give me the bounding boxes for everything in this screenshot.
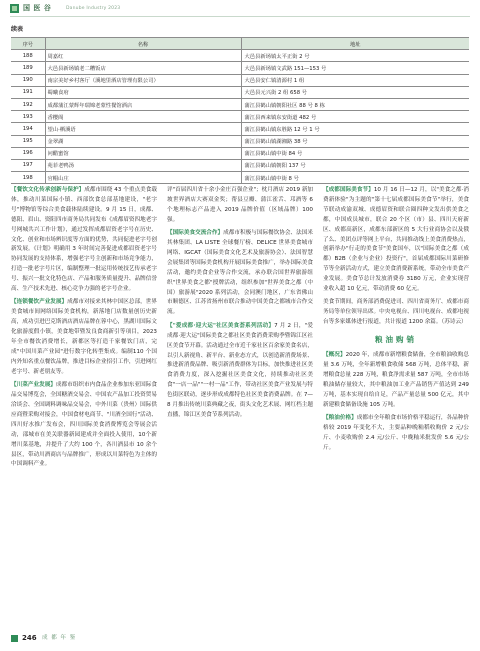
header-bar [10,2,470,15]
cell-address: 蒲江县鹤山镇中街 84 号 [241,147,469,159]
running-header [0,0,480,18]
cell-index: 192 [11,98,45,110]
cell-name: 大邑县新场镇老二糟饭店 [45,62,241,74]
header-divider [10,16,470,17]
table-row [11,74,469,86]
paragraph-heading: 【"爱成都·迎大运"社区美食荟系列活动】 [167,322,275,329]
section-title: 粮油购销 [375,335,417,345]
cell-index: 189 [11,62,45,74]
cell-address: 大邑县新场镇太平正街 2 号 [241,50,469,62]
cell-name: 苑菲老鸭汤 [45,159,241,171]
cell-index: 190 [11,74,45,86]
cell-index: 197 [11,159,45,171]
header-subtitle: Danube Industry 2023 [66,6,121,11]
paragraph [11,298,157,377]
cell-name: 蜀曦食府 [45,86,241,98]
cell-name: 问醋蜜馆 [45,147,241,159]
paragraph-heading: 【粮油价格】 [323,415,357,422]
cell-name: 官帽山庄 [45,172,241,184]
paragraph-text: 成都市组织市内食品企业参加东亚国际食品交易博览会，全国糖酒交易会、中国农产品加工投资贸易洽谈会、全国调料调味品交易会，中外川菜（贵州）国际供应商暨采购对接会，中国食材电商节、"川酒全国行"活动、四川好水推广发布会，四川国际美食消费博览会等展会活动，邵城市在美关联器新园建成并全面投入使用，10个新增川菜基地，并提升了大约 100 个，各川酒县市 10 余个县区，带动川酒商店与品牌推广，形成以川菜特色为主体的中国调料产业。 [11,382,157,468]
header-logo-inner-icon [12,6,17,11]
table-row [11,135,469,147]
paragraph [323,351,469,410]
cell-index: 195 [11,135,45,147]
page-footer [0,632,480,651]
cell-address: 蒲江县鹤山镇湖湘路 38 号 [241,135,469,147]
cell-address: 蒲江县鹤山镇东胜路 12 号 1 号 [241,123,469,135]
continued-label: 续表 [11,26,24,33]
footer-title: 成 都 年 鉴 [42,635,77,641]
cell-index: 191 [11,86,45,98]
column-header-address: 地址 [241,38,469,50]
cell-name: 成都蒲江蒙辉年瑞锦老蒙性餐馆酒店 [45,98,241,110]
footer-mark-icon [11,635,18,642]
paragraph [323,414,469,454]
table-row [11,98,469,110]
column-header-index: 序号 [11,38,45,50]
cell-name: 望山·栖溪语 [45,123,241,135]
cell-address: 大邑县安仁镇清源村 1 组 [241,74,469,86]
table-row [11,147,469,159]
table-row [11,86,469,98]
header-title: 国 医 谷 [23,4,52,12]
body-columns [11,186,469,626]
cell-index: 193 [11,111,45,123]
paragraph-heading: 【国际美食交流合作】 [167,230,224,237]
cell-index: 196 [11,147,45,159]
paragraph [323,298,469,328]
paragraph [11,186,157,295]
paragraph-text: 成都市围绕 43 个重点美食载体，推动川菜国际小镇、西部饮食总部基地建设，"老字号"博物馆等综合美食载体陆续建设。9 月 15 日，成都、德阳、眉山、资阳四市商务局共同发布《成都眉资四地老字号网城共兴工作计划》，通过发挥成都眉资老字号在历史、文化、创业和市场辨识度等方面的优势，共同促进老字号创新发展。《计划》明确用 3 年时间完善促进成都眉资老字号协同发展的支持体系，增强老字号主创新和市场竞争能力，打造一批老字号片区，编制整理一批运用传统技艺传承老字号、振兴一批文化特色店、产品和服务质量提升、品牌信誉高、生产技术先进、核心竞争力强的老字号企业。 [11,187,157,293]
cell-index: 188 [11,50,45,62]
paragraph [323,186,469,295]
paragraph [167,229,313,318]
paragraph-text: 成都市全年粮食市场价格平稳运行，各品种价格较 2019 年变化不大，主要品种晚籼稻收购价 2 元/公斤、小麦收购价 2.4 元/公斤、中晚籼米批发价 5.6 元/公斤。 [323,415,469,451]
cell-name: 香樱阁 [45,111,241,123]
cell-address: 大邑县新场镇文武路 151—153 号 [241,62,469,74]
paragraph-text: 成都市积极与国际餐饮协会、法国米其林集团、LA LISTE 全球餐厅榜、DELICE 世界美食城市网络、IGCAT（国际美食文化艺术及旅游协会）、法国智慧会展集团等国际美食机构开展国际美食推广，举办国际美食活动，邀约美食企业等合作交流，承办联合国世界旅游组织"世界美食之都"授牌活动，组织参加"世界美食之都（中国）旅游展"2020 系列活动，会同澳门地区，广东省佛山市顺德区、江苏省扬州市联合推动中国美食之都城市合作交流。 [167,230,313,316]
column-right [323,186,469,454]
cell-index: 198 [11,172,45,184]
paragraph [11,381,157,470]
paragraph-text: 成都市对接来其林中国区总部，世界美食城市间网络国际美食机构，新落地门店数量创历史新高，成功引进巴克斯酒店酒店品牌在蓉中心，黑湖川国际文化旅游度假小镇，美食地带暨发良食商新引等项目，2023年全市餐饮消费增长，新都区等打造千家餐饮门店，完成"中国川菜产业园"进行数字化转型集成。编制110 个国内外知名重点餐饮品牌，推进目标企业招引工作，引进网红老字号、新老朋友等。 [11,299,157,375]
table-row [11,159,469,171]
cell-name: 周嘉红 [45,50,241,62]
column-middle [167,186,313,421]
paragraph-heading: 【餐饮文化传承创新与保护】 [11,187,85,193]
table-row [11,62,469,74]
paragraph-text: 2020 年，成都市新增粮食储备，全市粮油收购总量 3.6 万吨，全年新增粮食收储 568 万吨，总体平稳，新增粮食总量 228 万吨，粮食净需求量 587 万吨，全市市场粮油储存量较大，其中粮油加工业产品销售产值达到 249 万吨，基本实现自给自足，产品产量总量 500 亿元，其中新建粮食储备设施 105 万吨。 [323,352,469,408]
paragraph-heading: 【连锁餐饮产业发展】 [11,299,68,306]
table-header-row [11,38,469,50]
paragraph-text: 美食节期间，商务部消费促进司、四川省商务厅、成都市商务局等单位领导出席。中央电视台、四川电视台、成都电视台等多家媒体进行报道，共计报道 1200 余篇。（苏诗云） [323,299,469,326]
cell-address: 蒲江县鹤山镇中街 8 号 [241,172,469,184]
paragraph-text: 7 月 2 日，"爱成都·迎大运"国际美食之都社区美食消费采购季暨锦江区社区美食节开幕。活动通过全市近千家社区百余家美食名店，以引人新视角、新平台、新业态方式，以创造新消费场景、推进新消费品牌、吸引新消费群体为目标，加快推进社区美食消费力度，深入挖掘社区美食文化，持续推动社区美食"一店一品""一村一品"工作，带动社区美食产业发展与特色街区联动，逐步形成成都特色社区美食消费品牌。在 7—8 月推出传统川菜典藏之夜，街头文化艺术展、网红档主题直播，锦江区美食节系列活动。 [167,322,313,418]
table-row [11,111,469,123]
paragraph-heading: 【川菜产业发展】 [11,382,56,389]
table-row [11,123,469,135]
paragraph-heading: 【概况】 [323,352,346,359]
cell-address: 蒲江县西来镇东安街道 482 号 [241,111,469,123]
column-left [11,186,157,470]
paragraph-heading: 【成都国际美食节】 [323,187,374,193]
column-header-name: 名称 [45,38,241,50]
paragraph [167,322,313,421]
table-row [11,172,469,184]
paragraph [167,186,313,226]
table-row [11,50,469,62]
data-table [11,37,469,184]
cell-address: 大邑县元兴街 2 组 658 号 [241,86,469,98]
cell-name: 金翠湖 [45,135,241,147]
cell-name: 南宗美好乡村客厅（溪地里酒店管理有限公司） [45,74,241,86]
paragraph-text: 10 月 16 日—12 月，以"美食之都·消费新体验"为主题的"第十七届成都国际美食节"举行，美食节联动成渝双城、成德眉资和联合圈四种文发出供美食之都，中国成员城市，联合 20 个区（市）县、四川天府新区、成都高新区，成都东部新区的 5 大行业商协会以及俄了么、美团点评等网上平台，共同推动线上美食消费热点，创新举办"行走的美食节"美食国车，以"国际美食之都（成都）B2B（企业与企业）投资行"，首届成都国际川菜研修节等全新活动方式，建立美食消费新系统，带动全市美食产业发展。美食节总计发放消费券 3180 万元，企业实现营业收入超 10 亿元，带动消费 60 亿元。 [323,187,469,293]
paragraph-text: 评"首届四川省十余小金庄百强企业"；枕月酒店 2019 新加坡世界酒店大赛双金奖；帮县豆瓣、蒲江雀舌、邛酒等 6 个地理标志产品进入 2019 品牌价值（区域品牌）100 强。 [167,187,313,223]
cell-index: 194 [11,123,45,135]
cell-address: 蒲江县鹤山镇朝阳 137 号 [241,159,469,171]
cell-address: 蒲江县鹤山镇朝阳社区 88 号 8 栋 [241,98,469,110]
page-number: 246 [22,634,37,642]
